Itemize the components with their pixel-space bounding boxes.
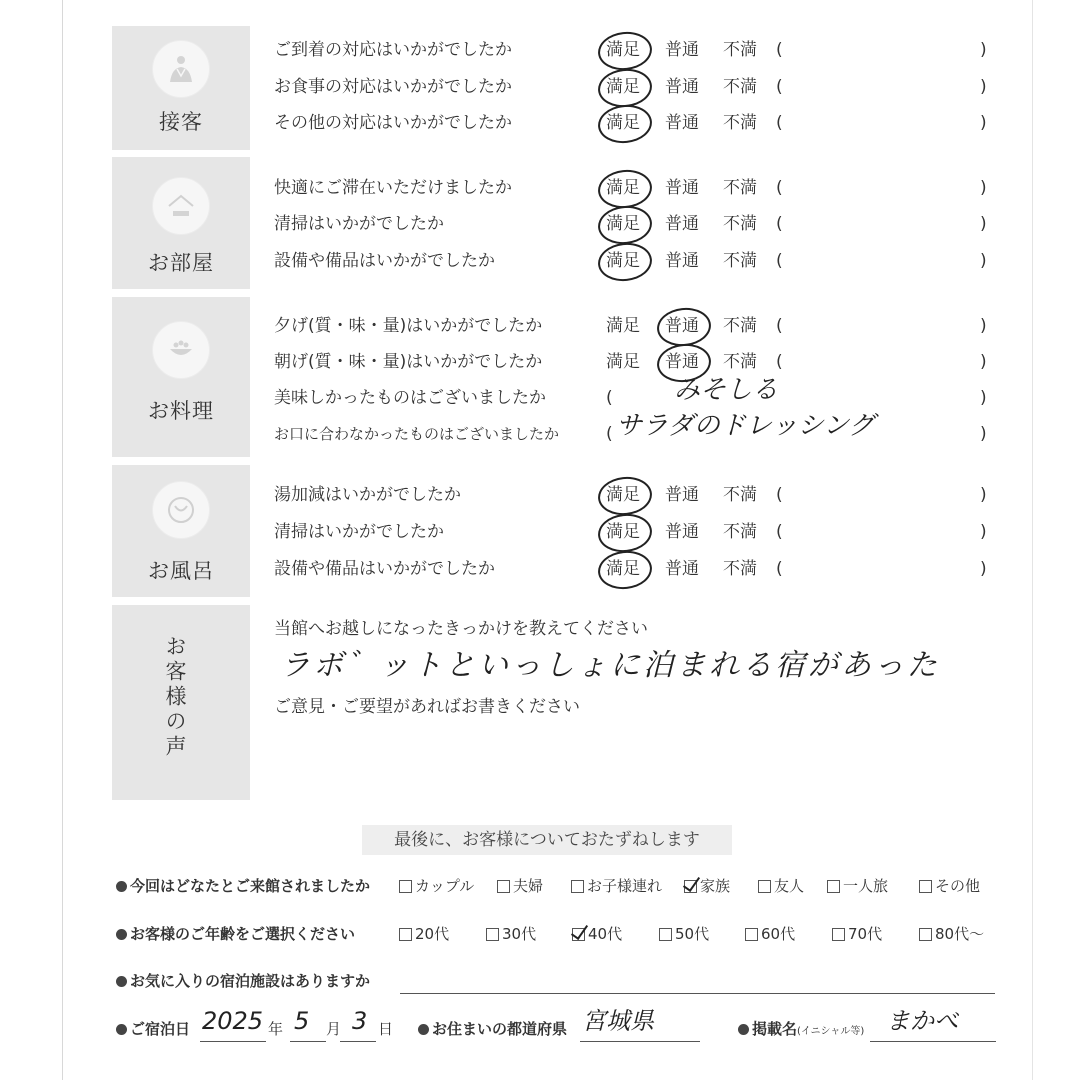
paren-close: )	[980, 77, 987, 97]
rating-row	[274, 313, 994, 339]
checkbox-icon[interactable]	[497, 880, 510, 893]
checkbox-icon[interactable]	[827, 880, 840, 893]
bullet-icon	[116, 881, 127, 892]
companions-question: 今回はどなたとご来館されましたか	[116, 874, 370, 898]
rating-question: 朝げ(質・味・量)はいかがでしたか	[274, 352, 543, 372]
month-unit: 月	[326, 1020, 342, 1038]
companions-option-label: カップル	[415, 877, 475, 895]
day-unit: 日	[378, 1020, 394, 1038]
rating-option-satisfied[interactable]: 満足	[606, 316, 640, 336]
paren-open: (	[776, 559, 783, 579]
rating-option-unsatisfied[interactable]: 不満	[723, 352, 757, 372]
free-answer-row	[274, 411, 994, 447]
companions-option[interactable]	[684, 874, 730, 898]
rating-question: ご到着の対応はいかがでしたか	[274, 40, 512, 60]
companions-option-label: 友人	[774, 877, 805, 895]
rating-option-unsatisfied[interactable]: 不満	[723, 113, 757, 133]
rating-option-normal[interactable]: 普通	[665, 522, 699, 542]
listing-label: 掲載名(イニシャル等)	[738, 1017, 864, 1044]
rating-question: 設備や備品はいかがでしたか	[274, 559, 495, 579]
rating-question: 清掃はいかがでしたか	[274, 214, 444, 234]
favorite-question: お気に入りの宿泊施設はありますか	[116, 969, 370, 993]
rating-option-normal[interactable]: 普通	[665, 485, 699, 505]
checkbox-icon[interactable]	[919, 880, 932, 893]
paren-close: )	[980, 251, 987, 271]
rating-option-normal[interactable]: 普通	[665, 214, 699, 234]
stay-label: ご宿泊日	[116, 1017, 190, 1041]
age-option[interactable]	[745, 922, 795, 946]
voice-prompt-comments: ご意見・ご要望があればお書きください	[274, 697, 580, 717]
age-option-label: 70代	[848, 925, 883, 943]
listing-value[interactable]: まかべ	[886, 1007, 958, 1035]
paren-close: )	[980, 113, 987, 133]
paren-open: (	[606, 388, 613, 408]
section-label: お料理	[148, 399, 214, 423]
free-question: 美味しかったものはございましたか	[274, 388, 546, 408]
rating-option-satisfied[interactable]: 満足	[606, 352, 640, 372]
companions-option-label: その他	[935, 877, 981, 895]
section-label: お部屋	[148, 251, 214, 275]
rating-question: その他の対応はいかがでしたか	[274, 113, 512, 133]
page-edge-left	[62, 0, 63, 1080]
section-panel-service	[112, 26, 250, 150]
favorite-row	[116, 969, 996, 993]
rating-question: 設備や備品はいかがでしたか	[274, 251, 495, 271]
rating-option-unsatisfied[interactable]: 不満	[723, 522, 757, 542]
rating-option-satisfied[interactable]: 満足	[606, 482, 640, 508]
paren-close: )	[980, 178, 987, 198]
stay-day-line	[340, 1041, 376, 1042]
paren-open: (	[606, 424, 613, 444]
age-option[interactable]	[399, 922, 449, 946]
rating-row	[274, 175, 994, 201]
checkbox-icon[interactable]	[758, 880, 771, 893]
bullet-icon	[116, 1024, 127, 1035]
rating-row	[274, 211, 994, 237]
age-option-label: 50代	[675, 925, 710, 943]
rating-option-satisfied[interactable]: 満足	[606, 175, 640, 201]
age-question: お客様のご年齢をご選択ください	[116, 922, 355, 946]
rating-option-unsatisfied[interactable]: 不満	[723, 214, 757, 234]
paren-close: )	[980, 40, 987, 60]
rating-row	[274, 248, 994, 274]
stay-year-line	[200, 1041, 266, 1042]
rating-question: お食事の対応はいかがでしたか	[274, 77, 512, 97]
bullet-icon	[116, 929, 127, 940]
checkbox-icon[interactable]	[571, 880, 584, 893]
paren-open: (	[776, 214, 783, 234]
paren-close: )	[980, 559, 987, 579]
checkbox-icon[interactable]	[745, 928, 758, 941]
rating-option-normal[interactable]: 普通	[665, 559, 699, 579]
rating-row	[274, 519, 994, 545]
bullet-icon	[116, 976, 127, 987]
stay-row	[116, 1007, 1016, 1041]
age-option[interactable]	[919, 922, 984, 946]
companions-option[interactable]	[399, 874, 474, 898]
paren-open: (	[776, 352, 783, 372]
rating-option-satisfied[interactable]: 満足	[606, 211, 640, 237]
rating-option-normal[interactable]: 普通	[665, 40, 699, 60]
checkbox-icon[interactable]	[486, 928, 499, 941]
rating-question: 夕げ(質・味・量)はいかがでしたか	[274, 316, 543, 336]
checkbox-icon[interactable]	[684, 880, 697, 893]
rating-row	[274, 37, 994, 63]
companions-option[interactable]	[827, 874, 888, 898]
section-label: お客様の声	[163, 635, 187, 760]
paren-close: )	[980, 485, 987, 505]
free-answer[interactable]: サラダのドレッシング	[616, 411, 875, 441]
rating-row	[274, 74, 994, 100]
paren-open: (	[776, 485, 783, 505]
bullet-icon	[738, 1024, 749, 1035]
age-option-label: 60代	[761, 925, 796, 943]
rating-option-unsatisfied[interactable]: 不満	[723, 316, 757, 336]
rating-option-satisfied[interactable]: 満足	[606, 519, 640, 545]
hot-spring-yu-icon	[152, 481, 210, 539]
rating-option-unsatisfied[interactable]: 不満	[723, 178, 757, 198]
free-answer[interactable]: みそしる	[674, 375, 779, 405]
checkbox-icon[interactable]	[832, 928, 845, 941]
rating-option-normal[interactable]: 普通	[665, 77, 699, 97]
checkbox-icon[interactable]	[399, 928, 412, 941]
age-option[interactable]	[659, 922, 709, 946]
rating-row	[274, 110, 994, 136]
rating-question: 清掃はいかがでしたか	[274, 522, 444, 542]
stay-day[interactable]: 3	[352, 1007, 368, 1035]
rating-option-unsatisfied[interactable]: 不満	[723, 251, 757, 271]
stay-year[interactable]: 2025	[202, 1007, 264, 1035]
concierge-person-icon	[152, 40, 210, 98]
cuisine-dish-icon	[152, 321, 210, 379]
rating-question: 快適にご滞在いただけましたか	[274, 178, 512, 198]
rating-option-normal[interactable]: 普通	[665, 349, 699, 375]
rating-row	[274, 482, 994, 508]
favorite-answer-line[interactable]	[400, 993, 995, 994]
paren-open: (	[776, 522, 783, 542]
paren-open: (	[776, 251, 783, 271]
rating-option-normal[interactable]: 普通	[665, 178, 699, 198]
paren-open: (	[776, 178, 783, 198]
stay-month[interactable]: 5	[294, 1007, 310, 1035]
voice-answer-reason[interactable]: ラボ゛ットといっしょに泊まれる宿があった	[280, 648, 940, 683]
rating-row	[274, 349, 994, 375]
paren-close: )	[980, 214, 987, 234]
paren-open: (	[776, 40, 783, 60]
section-panel-room	[112, 157, 250, 289]
rating-option-satisfied[interactable]: 満足	[606, 556, 640, 582]
year-unit: 年	[268, 1020, 284, 1038]
stay-month-line	[290, 1041, 326, 1042]
checkbox-icon[interactable]	[919, 928, 932, 941]
rating-row	[274, 556, 994, 582]
paren-open: (	[776, 316, 783, 336]
rating-option-satisfied[interactable]: 満足	[606, 110, 640, 136]
checkbox-icon[interactable]	[399, 880, 412, 893]
paren-close: )	[980, 316, 987, 336]
age-option-label: 80代〜	[935, 925, 985, 943]
rating-option-normal[interactable]: 普通	[665, 113, 699, 133]
section-panel-bath	[112, 465, 250, 597]
section-panel-cuisine	[112, 297, 250, 457]
checkbox-icon[interactable]	[572, 928, 585, 941]
companions-option[interactable]	[497, 874, 543, 898]
companions-option[interactable]	[919, 874, 980, 898]
voice-prompt-reason: 当館へお越しになったきっかけを教えてください	[274, 619, 648, 639]
rating-option-satisfied[interactable]: 満足	[606, 74, 640, 100]
bullet-icon	[418, 1024, 429, 1035]
rating-option-unsatisfied[interactable]: 不満	[723, 77, 757, 97]
section-label: 接客	[159, 110, 203, 134]
free-answer-row	[274, 375, 994, 411]
rating-option-normal[interactable]: 普通	[665, 251, 699, 271]
paren-close: )	[980, 424, 987, 444]
age-row	[116, 922, 996, 946]
rating-option-unsatisfied[interactable]: 不満	[723, 40, 757, 60]
room-house-icon	[152, 177, 210, 235]
rating-option-satisfied[interactable]: 満足	[606, 248, 640, 274]
listing-line	[870, 1041, 996, 1042]
paren-close: )	[980, 388, 987, 408]
rating-question: 湯加減はいかがでしたか	[274, 485, 461, 505]
paren-open: (	[776, 113, 783, 133]
companions-option[interactable]	[571, 874, 662, 898]
age-option[interactable]	[572, 922, 622, 946]
age-option[interactable]	[486, 922, 536, 946]
paren-open: (	[776, 77, 783, 97]
age-option-label: 20代	[415, 925, 450, 943]
rating-option-unsatisfied[interactable]: 不満	[723, 485, 757, 505]
checkbox-icon[interactable]	[659, 928, 672, 941]
paren-close: )	[980, 522, 987, 542]
companions-option[interactable]	[758, 874, 804, 898]
companions-option-label: 一人旅	[843, 877, 889, 895]
age-option-label: 40代	[588, 925, 623, 943]
section-label: お風呂	[148, 559, 214, 583]
residence-label: お住まいの都道府県	[418, 1017, 567, 1041]
rating-option-normal[interactable]: 普通	[665, 313, 699, 339]
survey-banner: 最後に、お客様についておたずねします	[362, 825, 732, 855]
free-question: お口に合わなかったものはございましたか	[274, 425, 560, 443]
page-edge-right	[1032, 0, 1033, 1080]
residence-value[interactable]: 宮城県	[582, 1007, 654, 1035]
companions-option-label: 夫婦	[513, 877, 544, 895]
age-option[interactable]	[832, 922, 882, 946]
paren-close: )	[980, 352, 987, 372]
companions-row	[116, 874, 996, 898]
rating-option-satisfied[interactable]: 満足	[606, 37, 640, 63]
age-option-label: 30代	[502, 925, 537, 943]
companions-option-label: 家族	[700, 877, 731, 895]
rating-option-unsatisfied[interactable]: 不満	[723, 559, 757, 579]
section-panel-voice	[112, 605, 250, 800]
companions-option-label: お子様連れ	[587, 877, 663, 895]
residence-line	[580, 1041, 700, 1042]
